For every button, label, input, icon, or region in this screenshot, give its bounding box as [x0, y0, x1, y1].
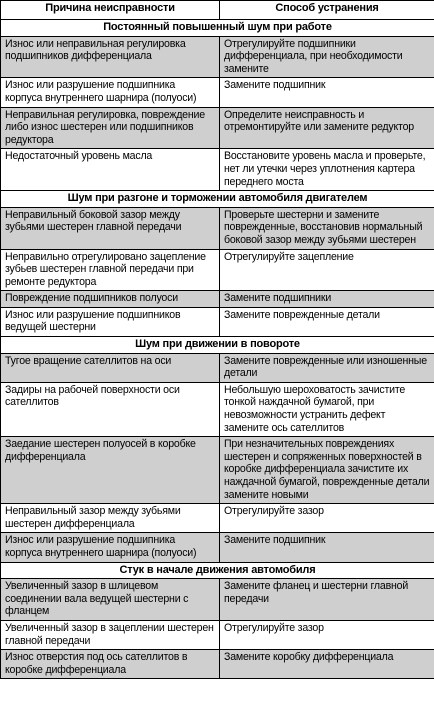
remedy-cell: Отрегулируйте зацепление — [220, 249, 434, 291]
remedy-cell: Отрегулируйте зазор — [220, 504, 434, 533]
table-row — [1, 533, 434, 562]
section-row — [1, 337, 434, 354]
remedy-cell: Замените поврежденные детали — [220, 307, 434, 336]
header-row — [1, 1, 434, 20]
cause-cell: Неправильный зазор между зубьями шестерен дифференциала — [1, 504, 220, 533]
table-row — [1, 78, 434, 107]
remedy-cell: Небольшую шероховатость зачистите тонкой наждачной бумагой, при невозможности устранить дефект замените ось сателлитов — [220, 382, 434, 436]
cause-cell: Износ или разрушение подшипников ведущей шестерни — [1, 307, 220, 336]
remedy-cell: Отрегулируйте зазор — [220, 620, 434, 649]
cause-cell: Износ или неправильная регулировка подшипников дифференциала — [1, 36, 220, 78]
remedy-cell: Замените коробку дифференциала — [220, 650, 434, 679]
cause-cell: Износ отверстия под ось сателлитов в коробке дифференциала — [1, 650, 220, 679]
table-row — [1, 107, 434, 149]
section-title: Шум при разгоне и торможении автомобиля двигателем — [1, 191, 434, 208]
table-row — [1, 36, 434, 78]
cause-cell: Заедание шестерен полуосей в коробке дифференциала — [1, 437, 220, 504]
header-remedy: Способ устранения — [220, 1, 434, 20]
cause-cell: Увеличенный зазор в шлицевом соединении вала ведущей шестерни с фланцем — [1, 579, 220, 621]
remedy-cell: Замените подшипник — [220, 78, 434, 107]
cause-cell: Износ или разрушение подшипника корпуса внутреннего шарнира (полуоси) — [1, 78, 220, 107]
remedy-cell: Замените фланец и шестерни главной передачи — [220, 579, 434, 621]
table-row — [1, 207, 434, 249]
table-row — [1, 579, 434, 621]
cause-cell: Неправильно отрегулировано зацепление зубьев шестерен главной передачи при ремонте редуктора — [1, 249, 220, 291]
remedy-cell: Замените поврежденные или изношенные детали — [220, 353, 434, 382]
table-row — [1, 437, 434, 504]
table-row — [1, 504, 434, 533]
table-row — [1, 620, 434, 649]
section-title: Шум при движении в повороте — [1, 337, 434, 354]
cause-cell: Тугое вращение сателлитов на оси — [1, 353, 220, 382]
section-row — [1, 20, 434, 37]
remedy-cell: Определите неисправность и отремонтируйте или замените редуктор — [220, 107, 434, 149]
remedy-cell: Отрегулируйте подшипники дифференциала, при необходимости замените — [220, 36, 434, 78]
section-title: Постоянный повышенный шум при работе — [1, 20, 434, 37]
remedy-cell: Замените подшипник — [220, 533, 434, 562]
table-row — [1, 149, 434, 191]
remedy-cell: Замените подшипники — [220, 291, 434, 308]
cause-cell: Увеличенный зазор в зацеплении шестерен главной передачи — [1, 620, 220, 649]
cause-cell: Повреждение подшипников полуоси — [1, 291, 220, 308]
table-row — [1, 249, 434, 291]
remedy-cell: При незначительных повреждениях шестерен и сопряженных поверхностей в коробке дифференциала зачистите их наждачной бумагой, поврежденные детали замените новыми — [220, 437, 434, 504]
cause-cell: Неправильный боковой зазор между зубьями шестерен главной передачи — [1, 207, 220, 249]
cause-cell: Недостаточный уровень масла — [1, 149, 220, 191]
table-row — [1, 382, 434, 436]
cause-cell: Задиры на рабочей поверхности оси сателлитов — [1, 382, 220, 436]
section-row — [1, 562, 434, 579]
remedy-cell: Проверьте шестерни и замените поврежденные, восстановив нормальный боковой зазор между зубьями шестерен — [220, 207, 434, 249]
section-row — [1, 191, 434, 208]
cause-cell: Износ или разрушение подшипника корпуса внутреннего шарнира (полуоси) — [1, 533, 220, 562]
remedy-cell: Восстановите уровень масла и проверьте, нет ли утечки через уплотнения картера переднего моста — [220, 149, 434, 191]
table-row — [1, 291, 434, 308]
table-row — [1, 307, 434, 336]
cause-cell: Неправильная регулировка, повреждение либо износ шестерен или подшипников редуктора — [1, 107, 220, 149]
table-row — [1, 650, 434, 679]
table-row — [1, 353, 434, 382]
header-cause: Причина неисправности — [1, 1, 220, 20]
section-title: Стук в начале движения автомобиля — [1, 562, 434, 579]
